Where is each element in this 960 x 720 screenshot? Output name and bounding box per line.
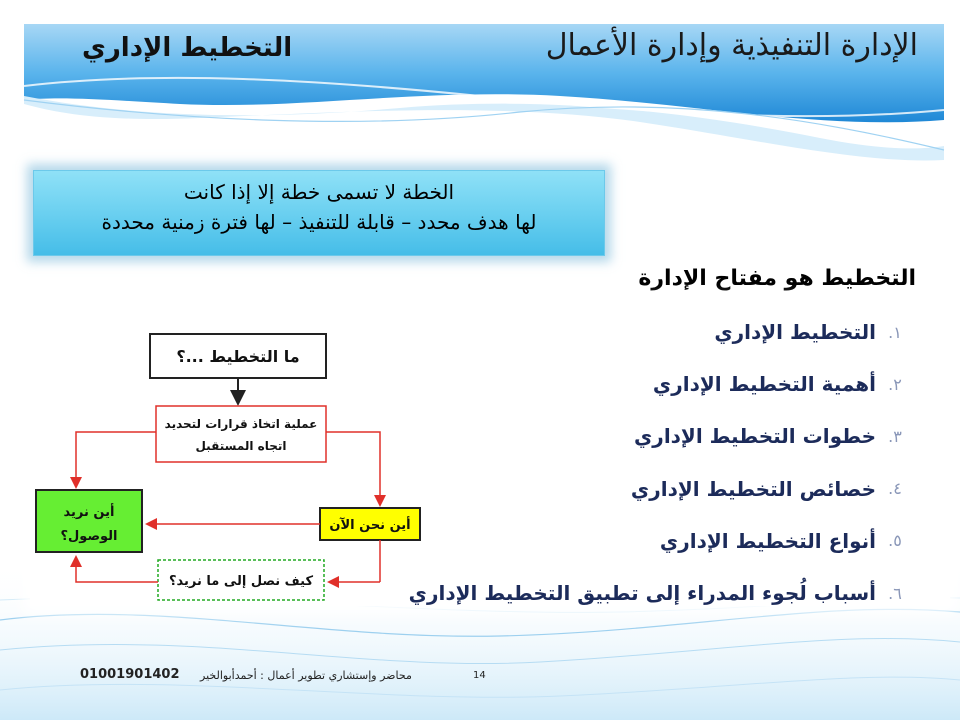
topic-label: خصائص التخطيط الإداري [630,476,876,501]
topic-number: ٤. [888,479,902,499]
goal-line1: أين نريد [63,505,115,520]
topic-item [394,567,914,619]
how-to-goal-arrow [76,558,158,582]
topic-label: أهمية التخطيط الإداري [652,372,876,397]
slide-subtitle: التخطيط الإداري [82,33,293,63]
plan-definition-box [33,170,605,256]
topic-number: ٢. [888,374,902,394]
topic-item [394,515,914,567]
footer-phone: 01001901402 [80,667,180,682]
how-text: كيف نصل إلى ما نريد؟ [168,574,314,589]
definition-line2: اتجاه المستقبل [195,439,287,453]
topic-item [394,306,914,358]
topics-list [394,306,914,619]
question-text: ما التخطيط ...؟ [176,347,300,366]
goal-line2: الوصول؟ [60,529,118,544]
planning-cycle-diagram [30,320,430,610]
topic-number: ٣. [888,426,902,446]
plan-definition-line2: لها هدف محدد – قابلة للتنفيذ – لها فترة زمنية محددة [101,210,537,234]
definition-line1: عملية اتخاذ قرارات لتحديد [164,417,318,431]
footer-credit: محاضر وإستشاري تطوير أعمال : أحمدأبوالخير [200,669,412,682]
topic-item [394,463,914,515]
topic-label: أنواع التخطيط الإداري [659,528,876,553]
page-number: 14 [473,670,486,681]
definition-to-goal-arrow [76,432,156,486]
slide-title: الإدارة التنفيذية وإدارة الأعمال [545,28,918,63]
topic-label: التخطيط الإداري [714,320,876,345]
topic-number: ٥. [888,531,902,551]
topic-number: ١. [888,322,902,342]
topic-label: أسباب لُجوء المدراء إلى تطبيق التخطيط الإداري [408,581,876,606]
definition-to-now-arrow [326,432,380,504]
topic-label: خطوات التخطيط الإداري [633,424,876,449]
key-heading: التخطيط هو مفتاح الإدارة [638,266,916,291]
plan-definition-line1: الخطة لا تسمى خطة إلا إذا كانت [183,180,455,204]
topic-item [394,410,914,462]
definition-box [156,406,326,462]
current-text: أين نحن الآن [329,518,411,533]
topic-number: ٦. [888,583,902,603]
topic-item [394,358,914,410]
